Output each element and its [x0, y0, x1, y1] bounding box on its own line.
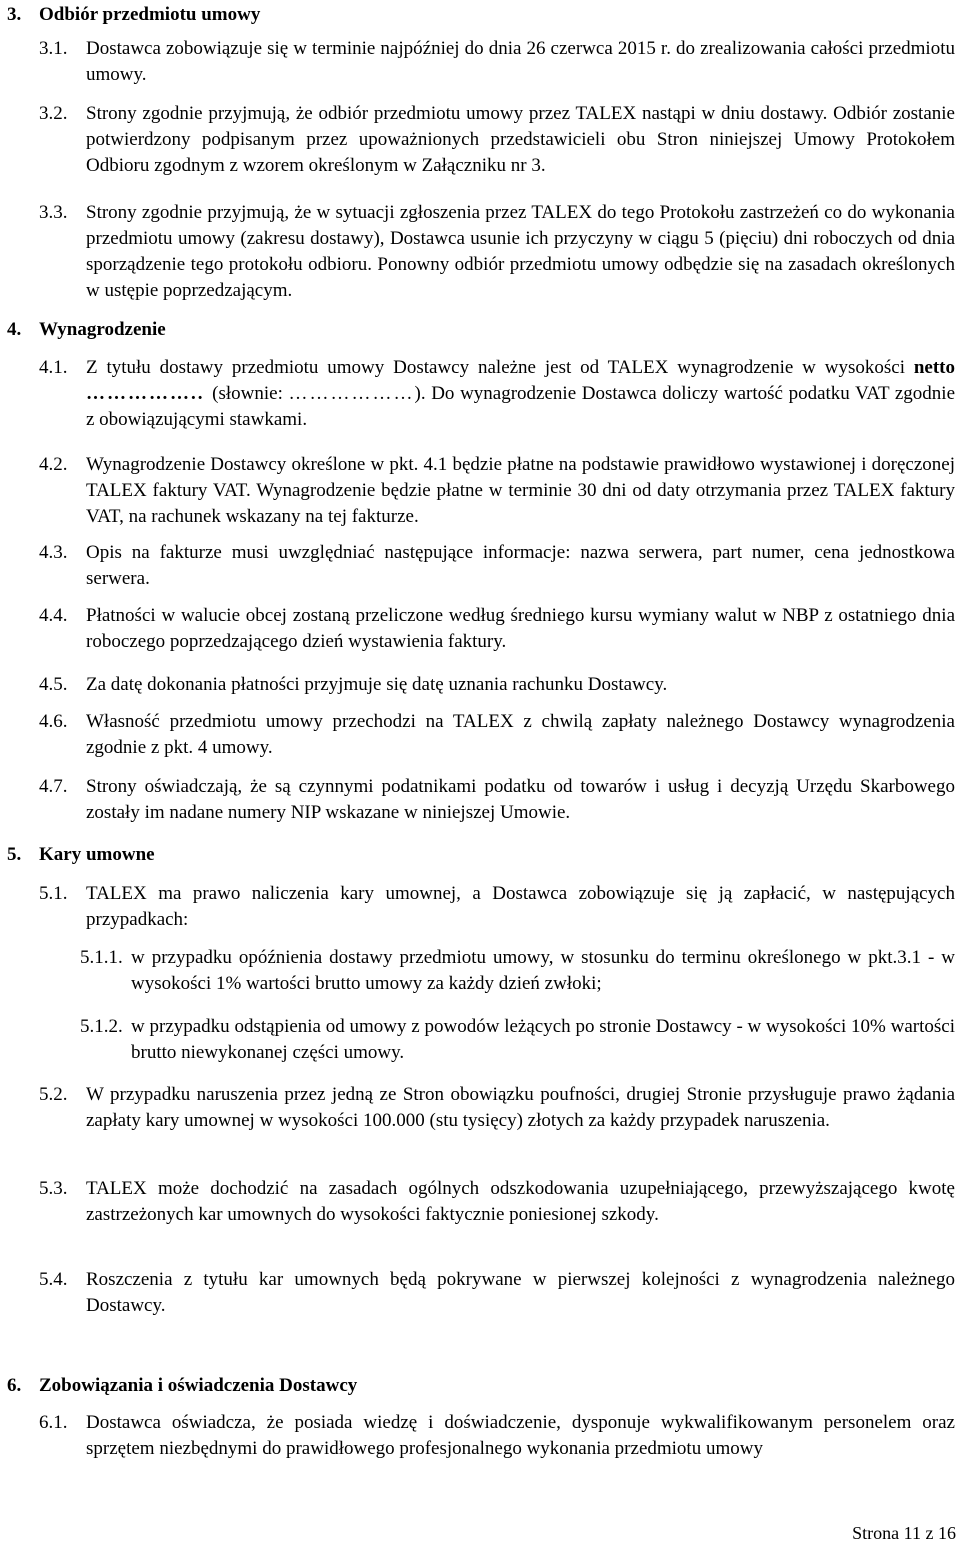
clause-text: TALEX może dochodzić na zasadach ogólnych odszkodowania uzupełniającego, przewyższającego kwotę zastrzeżonych kar umownych do wysokości faktycznie poniesionej szkody. — [86, 1178, 955, 1225]
clause-text: TALEX ma prawo naliczenia kary umownej, a Dostawca zobowiązuje się ją zapłacić, w następujących przypadkach: — [86, 883, 955, 930]
clause-text: Dostawca zobowiązuje się w terminie najpóźniej do dnia 26 czerwca 2015 r. do zrealizowania całości przedmiotu umowy. — [86, 38, 955, 85]
clause-4-3 — [39, 540, 955, 592]
clause-text: w przypadku opóźnienia dostawy przedmiotu umowy, w stosunku do terminu określonego w pkt.3.1 - w wysokości 1% wartości brutto umowy za każdy dzień zwłoki; — [131, 947, 955, 994]
clause-text: Za datę dokonania płatności przyjmuje się datę uznania rachunku Dostawcy. — [86, 674, 668, 695]
clause-text — [86, 355, 955, 433]
clause-5-1-1 — [80, 945, 955, 997]
clause-text: Strony zgodnie przyjmują, że odbiór przedmiotu umowy przez TALEX nastąpi w dniu dostawy. Odbiór zostanie potwierdzony podpisanym przez upoważnionych przedstawicieli obu Stron niniejszej Umowy Protokołem Odbioru zgodnym z wzorem określonym w Załączniku nr 3. — [86, 103, 955, 176]
clause-3-2 — [39, 101, 955, 179]
clause-text-before: Z tytułu dostawy przedmiotu umowy Dostawcy należne jest od TALEX wynagrodzenie w wysokości — [86, 357, 914, 378]
clause-number: 5.3. — [39, 1178, 68, 1199]
section-number: 6. — [7, 1375, 22, 1396]
clause-text: Dostawca oświadcza, że posiada wiedzę i doświadczenie, dysponuje wykwalifikowanym personelem oraz sprzętem niezbędnymi do prawidłowego profesjonalnego wykonania przedmiotu umowy — [86, 1412, 955, 1459]
clause-5-2 — [39, 1082, 955, 1134]
clause-4-6 — [39, 709, 955, 761]
clause-text: Strony oświadczają, że są czynnymi podatnikami podatku od towarów i usług i decyzją Urzędu Skarbowego zostały im nadane numery NIP wskazane w niniejszej Umowie. — [86, 776, 955, 823]
clause-5-1 — [39, 881, 955, 933]
clause-number: 4.5. — [39, 674, 68, 695]
clause-4-4 — [39, 603, 955, 655]
clause-text: Wynagrodzenie Dostawcy określone w pkt. 4.1 będzie płatne na podstawie prawidłowo wystawionej i doręczonej TALEX faktury VAT. Wynagrodzenie będzie płatne w terminie 30 dni od daty otrzymania przez TALEX faktury VAT, na rachunek wskazany na tej fakturze. — [86, 454, 955, 527]
clause-4-2 — [39, 452, 955, 530]
amount-words-blank: ……………… — [288, 383, 415, 404]
clause-number: 5.4. — [39, 1269, 68, 1290]
slownie-label: (słownie: — [212, 383, 289, 404]
clause-number: 3.3. — [39, 202, 68, 223]
section-title: Wynagrodzenie — [39, 319, 166, 340]
clause-number: 5.1.2. — [80, 1016, 123, 1037]
clause-number: 5.1.1. — [80, 947, 123, 968]
netto-label: netto — [913, 357, 955, 378]
section-heading-5 — [7, 842, 155, 868]
clause-4-1 — [39, 355, 956, 433]
clause-number: 5.2. — [39, 1084, 68, 1105]
clause-number: 4.6. — [39, 711, 68, 732]
clause-4-5 — [39, 672, 955, 698]
section-heading-4 — [7, 317, 166, 343]
clause-number: 4.7. — [39, 776, 68, 797]
clause-number: 4.1. — [39, 357, 68, 378]
clause-number: 4.2. — [39, 454, 68, 475]
clause-text: Własność przedmiotu umowy przechodzi na TALEX z chwilą zapłaty należnego Dostawcy wynagrodzenia zgodnie z pkt. 4 umowy. — [86, 711, 955, 758]
section-heading-6 — [7, 1373, 357, 1399]
section-title: Odbiór przedmiotu umowy — [39, 4, 261, 25]
clause-number: 3.1. — [39, 38, 68, 59]
clause-5-3 — [39, 1176, 955, 1228]
clause-text-after: ). Do wynagrodzenie Dostawca doliczy wartość podatku VAT zgodnie z obowiązującymi stawkami. — [86, 383, 956, 430]
clause-6-1 — [39, 1410, 955, 1462]
clause-4-7 — [39, 774, 955, 826]
clause-text: Strony zgodnie przyjmują, że w sytuacji zgłoszenia przez TALEX do tego Protokołu zastrzeżeń co do wykonania przedmiotu umowy (zakresu dostawy), Dostawca usunie ich przyczyny w ciągu 5 (pięciu) dni roboczych od dnia sporządzenie tego protokołu odbioru. Ponowny odbiór przedmiotu umowy odbędzie się na zasadach określonych w ustępie poprzedzającym. — [86, 202, 955, 301]
clause-number: 4.3. — [39, 542, 68, 563]
clause-number: 5.1. — [39, 883, 68, 904]
section-number: 3. — [7, 4, 22, 25]
clause-5-4 — [39, 1267, 955, 1319]
clause-text: Roszczenia z tytułu kar umownych będą pokrywane w pierwszej kolejności z wynagrodzenia należnego Dostawcy. — [86, 1269, 955, 1316]
clause-3-3 — [39, 200, 955, 304]
clause-3-1 — [39, 36, 955, 88]
clause-number: 4.4. — [39, 605, 68, 626]
section-title: Kary umowne — [39, 844, 155, 865]
section-heading-3 — [7, 2, 260, 28]
clause-number: 6.1. — [39, 1412, 68, 1433]
section-number: 5. — [7, 844, 22, 865]
clause-text: w przypadku odstąpienia od umowy z powodów leżących po stronie Dostawcy - w wysokości 10% wartości brutto niewykonanej części umowy. — [131, 1016, 955, 1063]
clause-text: Płatności w walucie obcej zostaną przeliczone według średniego kursu wymiany walut w NBP z ostatniego dnia roboczego poprzedzającego dzień wystawienia faktury. — [86, 605, 955, 652]
clause-number: 3.2. — [39, 103, 68, 124]
section-number: 4. — [7, 319, 22, 340]
clause-text: Opis na fakturze musi uwzględniać następujące informacje: nazwa serwera, part numer, cena jednostkowa serwera. — [86, 542, 955, 589]
section-title: Zobowiązania i oświadczenia Dostawcy — [39, 1375, 358, 1396]
clause-5-1-2 — [80, 1014, 955, 1066]
page-number: Strona 11 z 16 — [852, 1523, 956, 1543]
clause-text: W przypadku naruszenia przez jedną ze Stron obowiązku poufności, drugiej Stronie przysługuje prawo żądania zapłaty kary umownej w wysokości 100.000 (stu tysięcy) złotych za każdy przypadek naruszenia. — [86, 1084, 955, 1131]
amount-blank: …………….. — [86, 383, 213, 404]
